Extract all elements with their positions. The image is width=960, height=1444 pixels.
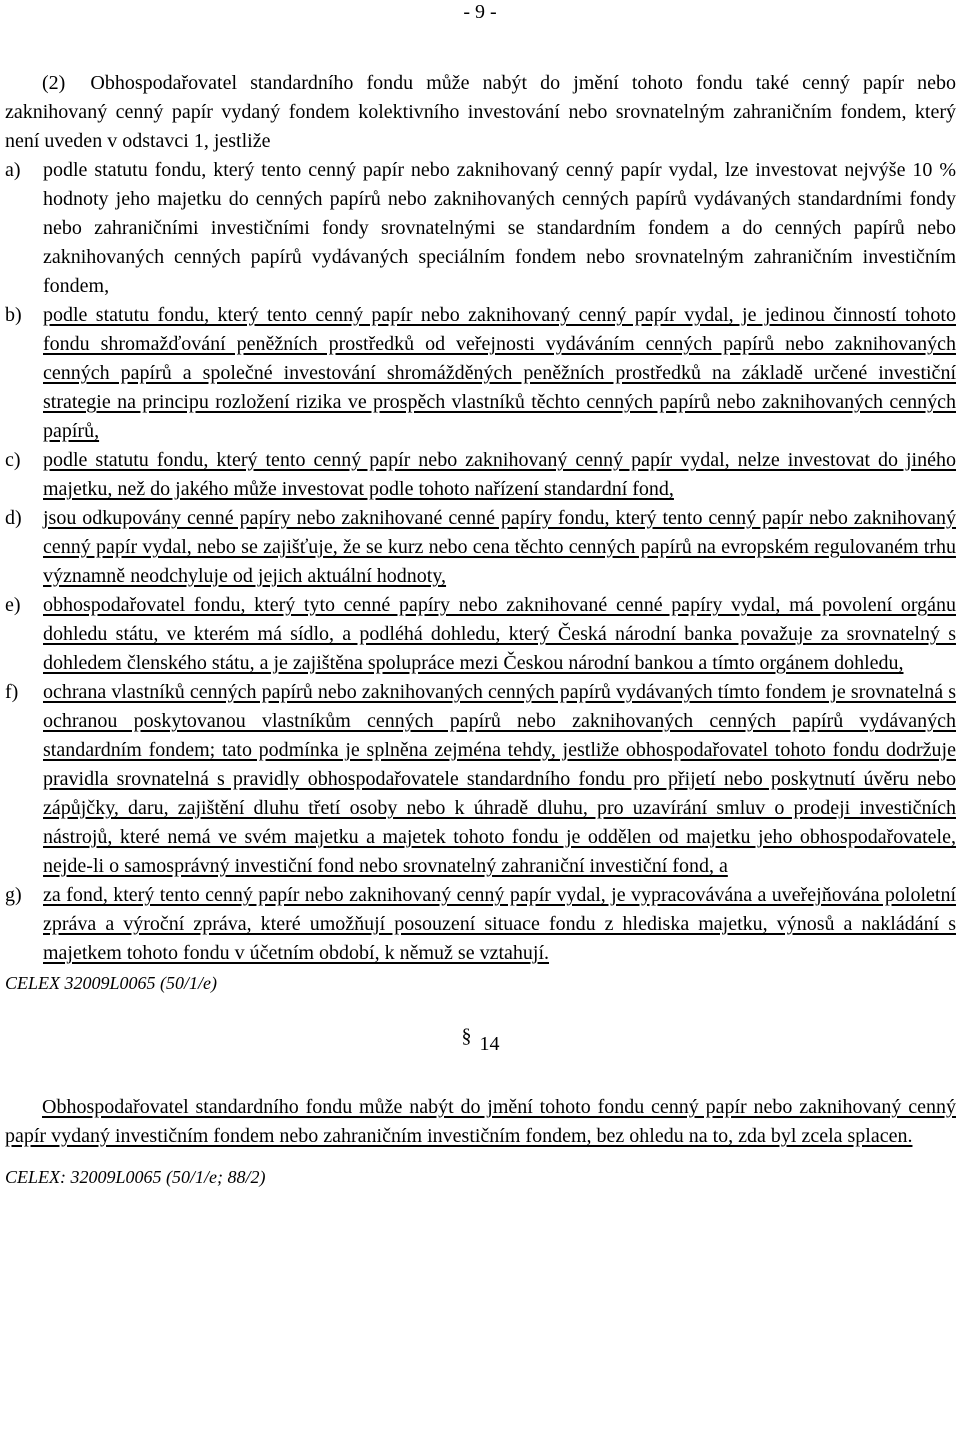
page-number: - 9 -: [463, 1, 497, 23]
list-item-g: [5, 881, 956, 968]
list-item-text: jsou odkupovány cenné papíry nebo zaknihované cenné papíry fondu, který tento cenný papír nebo zaknihovaný cenný papír vydal, nebo se zajišťuje, že se kurz nebo cena těchto cenných papírů na evropském regulovaném trhu významně neodchyluje od jejich aktuální hodnoty,: [43, 507, 956, 587]
list-marker: a): [5, 159, 21, 181]
list-item-text: podle statutu fondu, který tento cenný papír nebo zaknihovaný cenný papír vydal, je jedinou činností tohoto fondu shromažďování peněžních prostředků od veřejnosti vydáváním cenných papírů nebo zaknihovaných cenných papírů a společné investování shromážděných peněžních prostředků na základě určené investiční strategie na principu rozložení rizika ve prospěch vlastníků těchto cenných papírů nebo zaknihovaných cenných papírů,: [43, 304, 956, 442]
list-item-a: [5, 156, 956, 301]
list-marker: c): [5, 449, 21, 471]
list-item-text: podle statutu fondu, který tento cenný papír nebo zaknihovaný cenný papír vydal, lze investovat nejvýše 10 % hodnoty jeho majetku do cenných papírů nebo zaknihovaných cenných papírů vydávaných standardními fondy nebo zahraničními investičními fondy srovnatelnými se standardním fondem a do cenných papírů nebo zaknihovaných cenných papírů vydávaných speciálním fondem nebo srovnatelným zahraničním investičním fondem,: [43, 159, 956, 297]
list-item-text: za fond, který tento cenný papír nebo zaknihovaný cenný papír vydal, je vypracovávána a uveřejňována pololetní zpráva a výroční zpráva, které umožňují posouzení situace fondu z hlediska majetku, výnosů a nakládání s majetkem tohoto fondu v účetním období, k němuž se vztahují.: [43, 884, 956, 964]
document-body: [5, 69, 956, 1189]
condition-list: [5, 156, 956, 968]
list-marker: b): [5, 304, 22, 326]
celex-reference: CELEX 32009L0065 (50/1/e): [5, 973, 217, 993]
list-item-text: ochrana vlastníků cenných papírů nebo zaknihovaných cenných papírů vydávaných tímto fondem je srovnatelná s ochranou poskytovanou vlastníkům cenných papírů nebo zaknihovaných cenných papírů vydávaných standardním fondem; tato podmínka je splněna zejména tehdy, jestliže obhospodařovatel tohoto fondu dodržuje pravidla srovnatelná s pravidly obhospodařovatele standardního fondu pro přijetí nebo poskytnutí úvěru nebo zápůjčky, daru, zajištění dluhu třetí osoby nebo k úhradě dluhu, pro uzavírání smluv o prodeji investičních nástrojů, které nemá ve svém majetku a majetek tohoto fondu je oddělen od majetku jeho obhospodařovatele, nejde-li o samosprávný investiční fond nebo srovnatelný zahraniční investiční fond, a: [43, 681, 956, 877]
section-heading: [5, 1025, 956, 1057]
list-marker: e): [5, 594, 21, 616]
list-item-f: [5, 678, 956, 881]
section-symbol: §: [461, 1025, 472, 1047]
list-marker: g): [5, 884, 22, 906]
paragraph-2-number: (2): [42, 72, 66, 94]
paragraph-2-text: Obhospodařovatel standardního fondu může nabýt do jmění tohoto fondu také cenný papír nebo zaknihovaný cenný papír vydaný fondem kolektivního investování nebo srovnatelným zahraničním fondem, který není uveden v odstavci 1, jestliže: [5, 72, 957, 152]
list-marker: f): [5, 681, 19, 703]
celex-reference-2: CELEX: 32009L0065 (50/1/e; 88/2): [5, 1167, 266, 1187]
list-marker: d): [5, 507, 22, 529]
list-item-e: [5, 591, 956, 678]
section-number: 14: [479, 1033, 500, 1055]
section-14-paragraph: Obhospodařovatel standardního fondu může nabýt do jmění tohoto fondu cenný papír nebo zaknihovaný cenný papír vydaný investičním fondem nebo zahraničním investičním fondem, bez ohledu na to, zda byl zcela splacen.: [5, 1096, 956, 1147]
list-item-text: podle statutu fondu, který tento cenný papír nebo zaknihovaný cenný papír vydal, nelze investovat do jiného majetku, než do jakého může investovat podle tohoto nařízení standardní fond,: [43, 449, 956, 500]
list-item-c: [5, 446, 956, 504]
paragraph-2: [5, 69, 956, 156]
list-item-d: [5, 504, 956, 591]
list-item-text: obhospodařovatel fondu, který tyto cenné papíry nebo zaknihované cenné papíry vydal, má povolení orgánu dohledu státu, ve kterém má sídlo, a podléhá dohledu, který Česká národní banka považuje za srovnatelný s dohledem členského státu, a je zajištěna spolupráce mezi Českou národní bankou a tímto orgánem dohledu,: [43, 594, 956, 674]
list-item-b: [5, 301, 956, 446]
